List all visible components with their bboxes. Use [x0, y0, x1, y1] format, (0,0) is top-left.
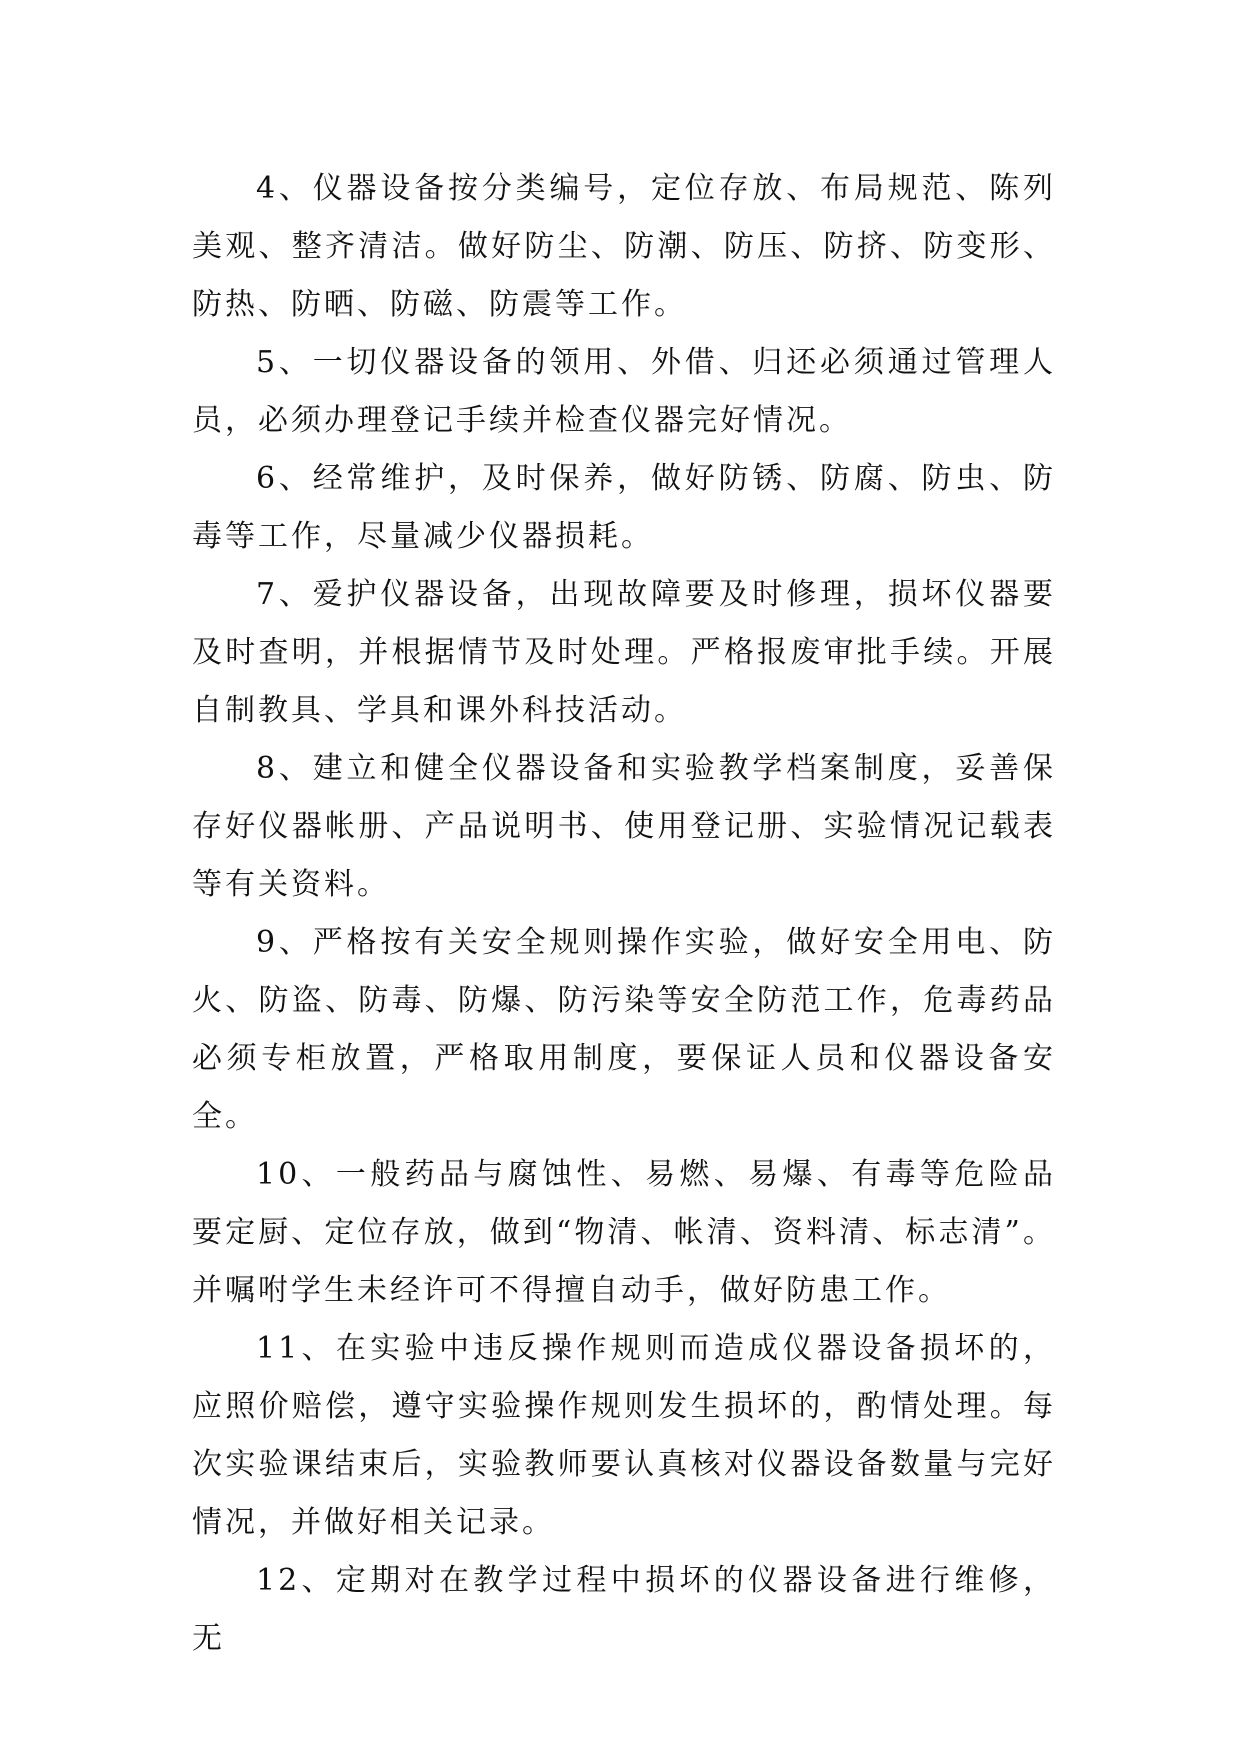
rule-item-6: 6、经常维护，及时保养，做好防锈、防腐、防虫、防毒等工作，尽量减少仪器损耗。 [192, 461, 1056, 554]
rule-item-11: 11、在实验中违反操作规则而造成仪器设备损坏的，应照价赔偿，遵守实验操作规则发生损坏的，酌情处理。每次实验课结束后，实验教师要认真核对仪器设备数量与完好情况，并做好相关记录。 [192, 1331, 1056, 1540]
rule-item-9: 9、严格按有关安全规则操作实验，做好安全用电、防火、防盗、防毒、防爆、防污染等安全防范工作，危毒药品必须专柜放置，严格取用制度，要保证人员和仪器设备安全。 [192, 925, 1056, 1134]
document-body [192, 160, 1056, 1668]
rule-item-4: 4、仪器设备按分类编号，定位存放、布局规范、陈列美观、整齐清洁。做好防尘、防潮、防压、防挤、防变形、防热、防晒、防磁、防震等工作。 [192, 171, 1056, 322]
rule-item-5: 5、一切仪器设备的领用、外借、归还必须通过管理人员，必须办理登记手续并检查仪器完好情况。 [192, 345, 1056, 438]
rule-item-7: 7、爱护仪器设备，出现故障要及时修理，损坏仪器要及时查明，并根据情节及时处理。严格报废审批手续。开展自制教具、学具和课外科技活动。 [192, 577, 1056, 728]
rule-item-10: 10、一般药品与腐蚀性、易燃、易爆、有毒等危险品要定厨、定位存放，做到“物清、帐清、资料清、标志清”。并嘱咐学生未经许可不得擅自动手，做好防患工作。 [192, 1157, 1056, 1308]
rule-item-12: 12、定期对在教学过程中损坏的仪器设备进行维修，无 [192, 1563, 1056, 1656]
rule-item-8: 8、建立和健全仪器设备和实验教学档案制度，妥善保存好仪器帐册、产品说明书、使用登记册、实验情况记载表等有关资料。 [192, 751, 1056, 902]
